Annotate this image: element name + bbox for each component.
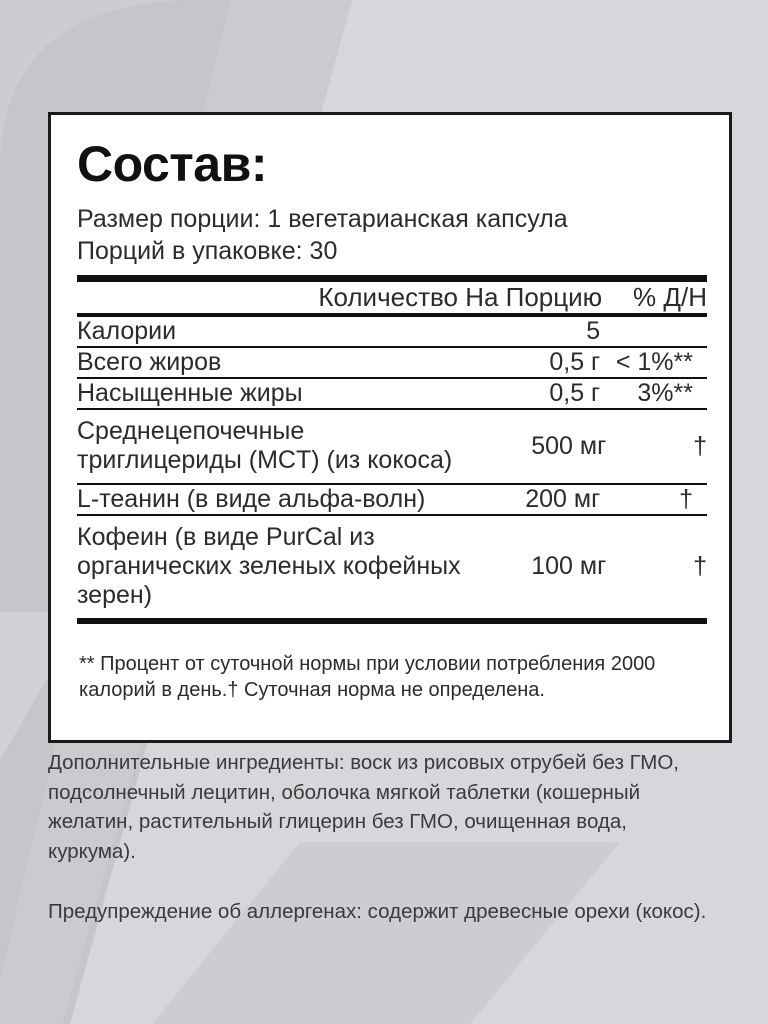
column-header-daily-value: % Д/Н [633, 282, 707, 312]
serving-size-line: Размер порции: 1 вегетарианская капсула [77, 205, 568, 233]
row-daily-value [606, 317, 707, 346]
table-header-row [77, 282, 707, 313]
paragraph-spacer [48, 867, 708, 897]
table-row [77, 485, 707, 514]
other-ingredients-paragraph: Дополнительные ингредиенты: воск из рисовых отрубей без ГМО, подсолнечный лецитин, оболочка мягкой таблетки (кошерный желатин, растительный глицерин без ГМО, очищенная вода, куркума). [48, 751, 680, 864]
allergen-warning-paragraph: Предупреждение об аллергенах: содержит древесные орехи (кокос). [48, 899, 707, 923]
table-row [77, 516, 707, 618]
row-amount: 200 мг [525, 485, 601, 513]
servings-per-container-line: Порций в упаковке: 30 [77, 237, 338, 265]
column-header-amount-per-serving: Количество На Порцию [318, 282, 603, 312]
table-row [77, 348, 707, 377]
row-amount: 500 мг [531, 431, 607, 460]
row-amount: 5 [586, 317, 601, 345]
row-daily-value: † [693, 431, 707, 460]
row-name: Кофеин (в виде PurCal из органических зеленых кофейных зерен) [77, 523, 461, 609]
row-daily-value: † [693, 552, 707, 580]
rule-above-table-header [77, 275, 707, 282]
row-name: Насыщенные жиры [77, 379, 303, 407]
nutrition-facts-table [77, 282, 707, 618]
table-row [77, 317, 707, 346]
supplement-facts-panel [48, 112, 732, 743]
table-row [77, 379, 707, 408]
page-title: Состав: [77, 136, 267, 192]
row-daily-value: 3%** [637, 379, 693, 407]
row-name: Всего жиров [77, 348, 222, 376]
row-name: L-теанин (в виде альфа-волн) [77, 485, 426, 513]
table-row [77, 410, 707, 483]
row-amount: 100 мг [531, 552, 607, 580]
row-name: Среднецепочечные триглицериды (MCT) (из кокоса) [77, 417, 453, 474]
row-amount: 0,5 г [549, 379, 601, 407]
below-panel-text [48, 748, 708, 927]
row-name: Калории [77, 317, 177, 345]
rule-above-footnote [77, 618, 707, 624]
daily-value-footnote: ** Процент от суточной нормы при условии потребления 2000 калорий в день.† Суточная норма не определена. [79, 653, 656, 702]
row-amount: 0,5 г [549, 348, 601, 376]
row-daily-value: < 1%** [615, 348, 693, 376]
row-daily-value: † [679, 485, 693, 513]
